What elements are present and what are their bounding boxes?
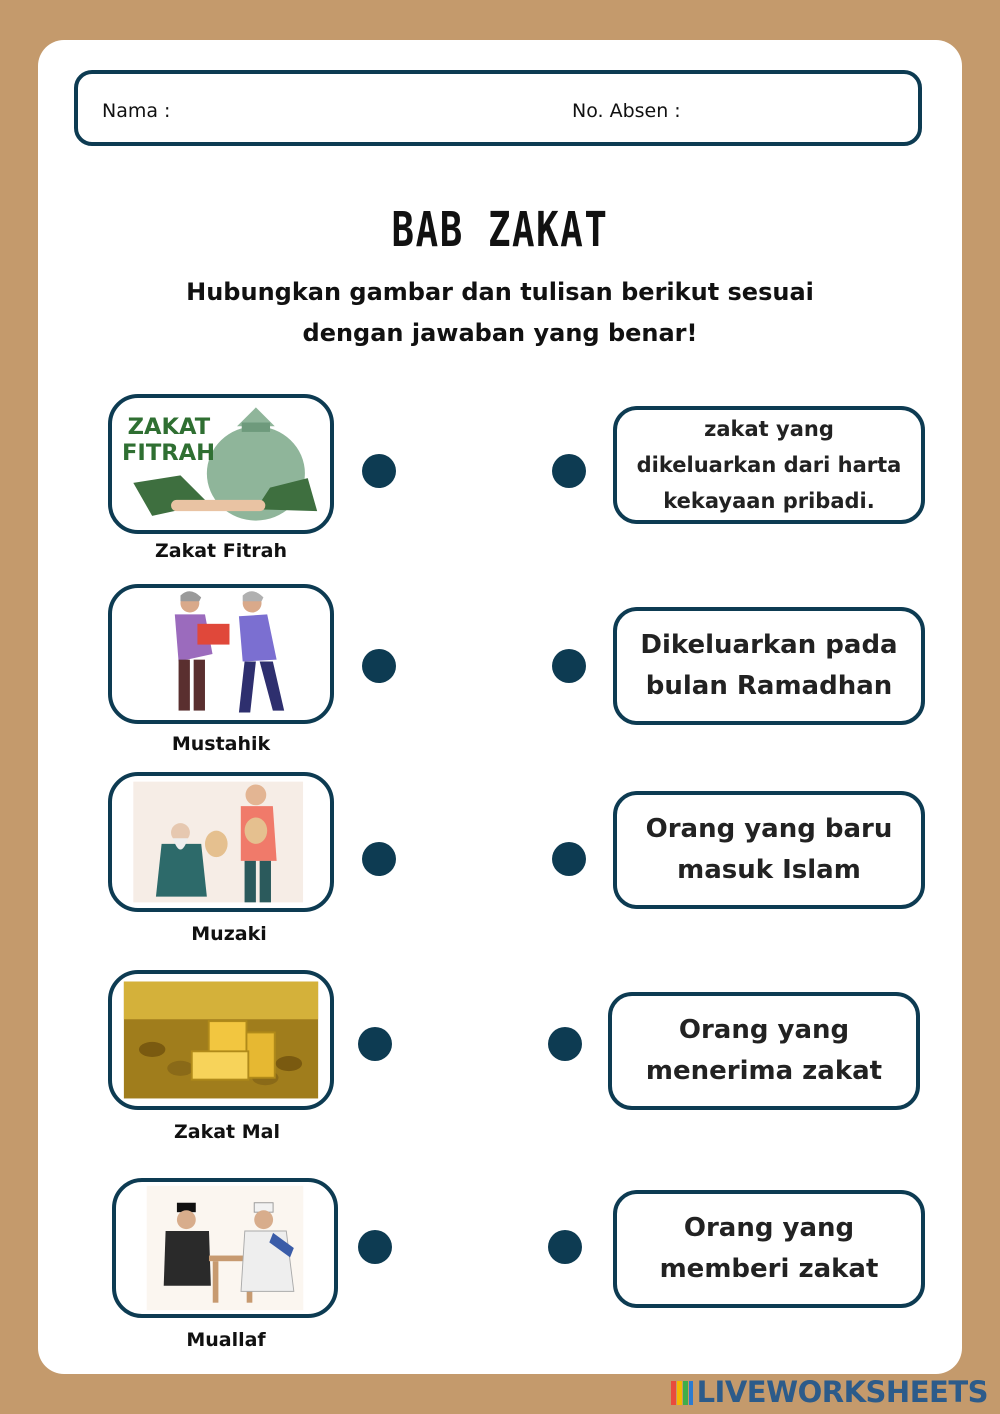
left-connect-dot-5[interactable] xyxy=(358,1230,392,1264)
right-connect-dot-2[interactable] xyxy=(552,649,586,683)
zakat-fitrah-illustration xyxy=(112,398,330,530)
answer-text-5: Orang yang memberi zakat xyxy=(659,1213,879,1284)
caption-mustahik: Mustahik xyxy=(171,733,271,755)
liveworksheets-logo-icon xyxy=(671,1381,693,1405)
right-connect-dot-5[interactable] xyxy=(548,1230,582,1264)
caption-muallaf: Muallaf xyxy=(186,1329,266,1351)
fitrah-image-text-2: FITRAH xyxy=(122,440,216,467)
nama-label: Nama : xyxy=(102,100,171,122)
instruction xyxy=(150,272,850,354)
answer-text-3: Orang yang baru masuk Islam xyxy=(645,814,893,885)
left-connect-dot-3[interactable] xyxy=(362,842,396,876)
answer-box-1 xyxy=(613,406,925,524)
student-info-box xyxy=(74,70,922,146)
left-connect-dot-2[interactable] xyxy=(362,649,396,683)
muzaki-image xyxy=(108,772,334,912)
zakat-mal-image xyxy=(108,970,334,1110)
zakat-fitrah-image xyxy=(108,394,334,534)
liveworksheets-logo xyxy=(671,1375,988,1409)
muallaf-image xyxy=(112,1178,338,1318)
instruction-line-2: dengan jawaban yang benar! xyxy=(302,319,698,347)
answer-box-3 xyxy=(613,791,925,909)
left-connect-dot-4[interactable] xyxy=(358,1027,392,1061)
answer-text-1: zakat yang dikeluarkan dari harta kekayaan pribadi. xyxy=(636,417,902,513)
mustahik-image xyxy=(108,584,334,724)
answer-text-4: Orang yang menerima zakat xyxy=(645,1015,883,1086)
muzaki-illustration xyxy=(112,776,330,908)
answer-box-2 xyxy=(613,607,925,725)
zakat-mal-illustration xyxy=(112,974,330,1106)
mustahik-illustration xyxy=(112,588,330,720)
zakat-image-text-1: ZAKAT xyxy=(127,413,211,440)
answer-text-2: Dikeluarkan pada bulan Ramadhan xyxy=(640,630,898,701)
caption-muzaki: Muzaki xyxy=(191,923,267,945)
muallaf-illustration xyxy=(116,1182,334,1314)
absen-label: No. Absen : xyxy=(572,100,681,122)
answer-box-4 xyxy=(608,992,920,1110)
page-title: BAB ZAKAT xyxy=(391,202,609,258)
caption-zakat-fitrah: Zakat Fitrah xyxy=(154,540,288,562)
left-connect-dot-1[interactable] xyxy=(362,454,396,488)
caption-zakat-mal: Zakat Mal xyxy=(174,1121,280,1143)
right-connect-dot-3[interactable] xyxy=(552,842,586,876)
logo-text: LIVEWORKSHEETS xyxy=(696,1375,988,1409)
right-connect-dot-1[interactable] xyxy=(552,454,586,488)
answer-box-5 xyxy=(613,1190,925,1308)
right-connect-dot-4[interactable] xyxy=(548,1027,582,1061)
instruction-line-1: Hubungkan gambar dan tulisan berikut sesuai xyxy=(186,278,814,306)
